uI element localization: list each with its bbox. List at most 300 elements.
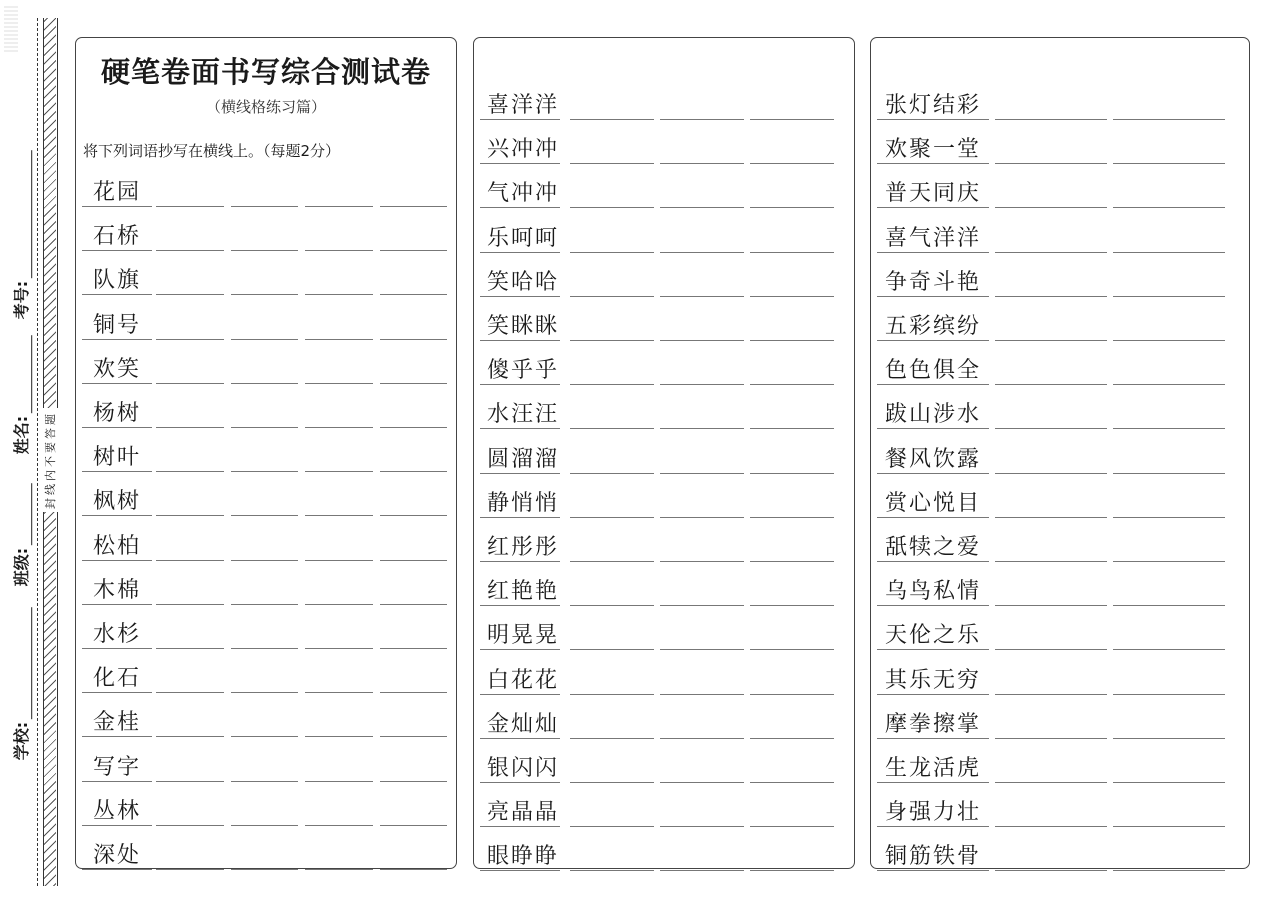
writing-blank[interactable] — [305, 648, 373, 649]
writing-blank[interactable] — [305, 250, 373, 251]
writing-blank[interactable] — [380, 294, 447, 295]
writing-blank[interactable] — [570, 340, 654, 341]
cut-dashed-line — [37, 18, 38, 886]
practice-word: 丛林 — [93, 798, 142, 824]
word-underline — [82, 206, 152, 207]
writing-blank[interactable] — [1113, 649, 1225, 650]
writing-blank[interactable] — [231, 825, 298, 826]
practice-row — [871, 521, 1249, 565]
writing-blank[interactable] — [156, 869, 224, 870]
instruction-text: 将下列词语抄写在横线上。（每题2分） — [83, 142, 341, 160]
writing-blank[interactable] — [660, 119, 744, 120]
class-blank[interactable] — [18, 482, 33, 544]
writing-blank[interactable] — [305, 339, 373, 340]
writing-blank[interactable] — [570, 384, 654, 385]
writing-blank[interactable] — [231, 515, 298, 516]
practice-row — [871, 698, 1249, 742]
writing-blank[interactable] — [750, 649, 834, 650]
writing-blank[interactable] — [995, 340, 1107, 341]
writing-blank[interactable] — [570, 473, 654, 474]
writing-blank[interactable] — [231, 471, 298, 472]
writing-blank[interactable] — [1113, 296, 1225, 297]
binding-strip — [0, 0, 70, 905]
word-underline — [877, 428, 989, 429]
word-underline — [877, 870, 989, 871]
word-underline — [82, 383, 152, 384]
writing-blank[interactable] — [660, 384, 744, 385]
practice-word: 天伦之乐 — [885, 623, 982, 649]
writing-blank[interactable] — [1113, 207, 1225, 208]
word-underline — [480, 163, 560, 164]
writing-blank[interactable] — [995, 384, 1107, 385]
practice-word: 松柏 — [93, 533, 142, 559]
word-underline — [877, 694, 989, 695]
writing-blank[interactable] — [660, 649, 744, 650]
writing-blank[interactable] — [660, 782, 744, 783]
writing-blank[interactable] — [1113, 384, 1225, 385]
writing-blank[interactable] — [995, 782, 1107, 783]
word-underline — [480, 384, 560, 385]
writing-blank[interactable] — [1113, 694, 1225, 695]
writing-blank[interactable] — [156, 825, 224, 826]
practice-row — [871, 388, 1249, 432]
writing-blank[interactable] — [1113, 428, 1225, 429]
practice-row — [871, 477, 1249, 521]
practice-word: 写字 — [93, 754, 142, 780]
word-underline — [480, 252, 560, 253]
practice-row — [474, 256, 854, 300]
writing-blank[interactable] — [231, 736, 298, 737]
writing-blank[interactable] — [995, 163, 1107, 164]
seal-note-text: 封线内不要答题 — [42, 408, 58, 512]
writing-blank[interactable] — [660, 561, 744, 562]
writing-blank[interactable] — [995, 473, 1107, 474]
seal-note — [40, 390, 60, 530]
writing-blank[interactable] — [570, 428, 654, 429]
writing-blank[interactable] — [995, 119, 1107, 120]
practice-word: 杨树 — [93, 401, 142, 426]
writing-blank[interactable] — [1113, 561, 1225, 562]
practice-word: 普天同庆 — [885, 181, 982, 207]
practice-word: 明晃晃 — [487, 623, 560, 649]
practice-word: 静悄悄 — [487, 490, 560, 516]
practice-row — [474, 565, 854, 609]
writing-blank[interactable] — [750, 870, 834, 871]
writing-blank[interactable] — [231, 781, 298, 782]
practice-word: 跋山涉水 — [885, 402, 982, 428]
exam-number-blank[interactable] — [18, 149, 33, 277]
writing-blank[interactable] — [380, 250, 447, 251]
writing-blank[interactable] — [750, 119, 834, 120]
writing-blank[interactable] — [660, 252, 744, 253]
writing-blank[interactable] — [570, 296, 654, 297]
writing-blank[interactable] — [995, 296, 1107, 297]
practice-row — [76, 696, 456, 740]
writing-blank[interactable] — [380, 869, 447, 870]
word-underline — [877, 296, 989, 297]
writing-blank[interactable] — [305, 781, 373, 782]
writing-blank[interactable] — [660, 605, 744, 606]
writing-blank[interactable] — [156, 206, 224, 207]
school-label: 学校: — [12, 721, 32, 760]
practice-row — [474, 786, 854, 830]
page-subtitle: （横线格练习篇） — [205, 98, 326, 116]
writing-blank[interactable] — [570, 649, 654, 650]
writing-blank[interactable] — [305, 825, 373, 826]
writing-blank[interactable] — [231, 383, 298, 384]
writing-blank[interactable] — [1113, 252, 1225, 253]
practice-row — [76, 785, 456, 829]
writing-blank[interactable] — [156, 781, 224, 782]
word-underline — [877, 561, 989, 562]
writing-blank[interactable] — [995, 694, 1107, 695]
word-underline — [877, 119, 989, 120]
practice-word: 木棉 — [93, 577, 142, 603]
practice-row — [871, 609, 1249, 653]
writing-blank[interactable] — [660, 207, 744, 208]
writing-blank[interactable] — [570, 561, 654, 562]
word-underline — [82, 648, 152, 649]
writing-blank[interactable] — [995, 428, 1107, 429]
writing-blank[interactable] — [231, 869, 298, 870]
writing-blank[interactable] — [305, 560, 373, 561]
practice-word: 枫树 — [93, 489, 142, 515]
practice-row — [474, 433, 854, 477]
writing-blank[interactable] — [380, 604, 447, 605]
writing-blank[interactable] — [156, 383, 224, 384]
school-blank[interactable] — [18, 606, 33, 718]
writing-blank[interactable] — [380, 692, 447, 693]
practice-row — [474, 477, 854, 521]
writing-blank[interactable] — [305, 383, 373, 384]
word-underline — [480, 870, 560, 871]
word-underline — [877, 340, 989, 341]
writing-blank[interactable] — [380, 781, 447, 782]
writing-blank[interactable] — [750, 561, 834, 562]
writing-blank[interactable] — [156, 692, 224, 693]
writing-blank[interactable] — [1113, 826, 1225, 827]
writing-blank[interactable] — [660, 296, 744, 297]
class-label: 班级: — [12, 547, 32, 586]
practice-word: 红艳艳 — [487, 579, 560, 605]
writing-blank[interactable] — [1113, 473, 1225, 474]
writing-blank[interactable] — [305, 206, 373, 207]
writing-blank[interactable] — [570, 119, 654, 120]
writing-blank[interactable] — [380, 560, 447, 561]
writing-blank[interactable] — [660, 340, 744, 341]
word-underline — [877, 605, 989, 606]
word-underline — [480, 207, 560, 208]
writing-blank[interactable] — [380, 471, 447, 472]
word-underline — [82, 294, 152, 295]
writing-blank[interactable] — [570, 694, 654, 695]
writing-blank[interactable] — [1113, 870, 1225, 871]
writing-blank[interactable] — [995, 870, 1107, 871]
school-field[interactable] — [6, 598, 36, 768]
writing-blank[interactable] — [231, 250, 298, 251]
writing-blank[interactable] — [380, 515, 447, 516]
writing-blank[interactable] — [570, 605, 654, 606]
practice-word: 水汪汪 — [487, 402, 560, 428]
practice-row — [76, 343, 456, 387]
writing-blank[interactable] — [570, 738, 654, 739]
writing-blank[interactable] — [995, 826, 1107, 827]
class-field[interactable] — [6, 478, 36, 590]
writing-blank[interactable] — [660, 826, 744, 827]
practice-word: 张灯结彩 — [885, 93, 982, 118]
practice-row — [474, 212, 854, 256]
writing-blank[interactable] — [570, 207, 654, 208]
practice-row — [871, 256, 1249, 300]
writing-blank[interactable] — [995, 649, 1107, 650]
word-underline — [82, 781, 152, 782]
practice-row — [474, 830, 854, 874]
writing-blank[interactable] — [1113, 163, 1225, 164]
writing-blank[interactable] — [570, 782, 654, 783]
writing-blank[interactable] — [231, 339, 298, 340]
writing-blank[interactable] — [750, 296, 834, 297]
writing-blank[interactable] — [750, 517, 834, 518]
writing-blank[interactable] — [380, 206, 447, 207]
writing-blank[interactable] — [305, 471, 373, 472]
practice-word: 乐呵呵 — [487, 225, 560, 251]
practice-row — [474, 742, 854, 786]
writing-blank[interactable] — [231, 427, 298, 428]
word-underline — [480, 119, 560, 120]
writing-blank[interactable] — [750, 738, 834, 739]
writing-blank[interactable] — [750, 605, 834, 606]
writing-blank[interactable] — [380, 427, 447, 428]
writing-blank[interactable] — [156, 250, 224, 251]
practice-row — [76, 254, 456, 298]
word-underline — [480, 428, 560, 429]
name-field[interactable] — [6, 330, 36, 458]
word-underline — [877, 826, 989, 827]
practice-word: 深处 — [93, 843, 142, 868]
word-underline — [877, 649, 989, 650]
writing-blank[interactable] — [750, 826, 834, 827]
writing-blank[interactable] — [660, 473, 744, 474]
practice-row — [871, 344, 1249, 388]
word-underline — [877, 384, 989, 385]
writing-blank[interactable] — [570, 252, 654, 253]
practice-word: 石桥 — [93, 224, 142, 250]
writing-blank[interactable] — [380, 825, 447, 826]
practice-row — [76, 299, 456, 343]
writing-blank[interactable] — [750, 340, 834, 341]
practice-row — [871, 123, 1249, 167]
writing-blank[interactable] — [995, 605, 1107, 606]
practice-row — [474, 167, 854, 211]
writing-blank[interactable] — [750, 473, 834, 474]
word-underline — [480, 340, 560, 341]
word-underline — [82, 560, 152, 561]
panel-left — [75, 37, 457, 869]
practice-word: 银闪闪 — [487, 756, 560, 781]
word-underline — [82, 869, 152, 870]
writing-blank[interactable] — [1113, 738, 1225, 739]
practice-row — [474, 698, 854, 742]
writing-blank[interactable] — [750, 207, 834, 208]
word-underline — [480, 826, 560, 827]
writing-blank[interactable] — [156, 736, 224, 737]
writing-blank[interactable] — [995, 252, 1107, 253]
writing-blank[interactable] — [305, 736, 373, 737]
practice-word: 金灿灿 — [487, 711, 560, 737]
writing-blank[interactable] — [995, 517, 1107, 518]
writing-blank[interactable] — [660, 694, 744, 695]
writing-blank[interactable] — [305, 294, 373, 295]
writing-blank[interactable] — [660, 517, 744, 518]
word-underline — [877, 782, 989, 783]
practice-row — [871, 433, 1249, 477]
writing-blank[interactable] — [995, 561, 1107, 562]
word-underline — [82, 692, 152, 693]
name-label: 姓名: — [12, 415, 32, 454]
practice-word: 笑眯眯 — [487, 314, 560, 339]
writing-blank[interactable] — [156, 471, 224, 472]
word-underline — [480, 782, 560, 783]
writing-blank[interactable] — [156, 515, 224, 516]
word-underline — [480, 296, 560, 297]
practice-word: 圆溜溜 — [487, 446, 560, 472]
practice-word: 喜气洋洋 — [885, 225, 982, 251]
writing-blank[interactable] — [305, 604, 373, 605]
writing-blank[interactable] — [660, 738, 744, 739]
practice-row — [76, 387, 456, 431]
practice-word: 水杉 — [93, 622, 142, 647]
practice-row — [871, 830, 1249, 874]
writing-blank[interactable] — [570, 826, 654, 827]
word-underline — [877, 163, 989, 164]
corner-mark — [4, 6, 18, 52]
word-underline — [877, 207, 989, 208]
practice-word: 其乐无穷 — [885, 667, 982, 693]
practice-word: 色色俱全 — [885, 358, 982, 384]
panel-right — [870, 37, 1250, 869]
writing-blank[interactable] — [156, 604, 224, 605]
practice-word: 欢笑 — [93, 356, 142, 382]
practice-row — [871, 786, 1249, 830]
practice-row — [474, 388, 854, 432]
panel-middle — [473, 37, 855, 869]
practice-row — [871, 167, 1249, 211]
writing-blank[interactable] — [660, 163, 744, 164]
writing-blank[interactable] — [156, 339, 224, 340]
writing-blank[interactable] — [231, 206, 298, 207]
practice-word: 争奇斗艳 — [885, 269, 982, 295]
writing-blank[interactable] — [231, 692, 298, 693]
practice-row — [76, 564, 456, 608]
practice-word: 舐犊之爱 — [885, 535, 982, 560]
word-underline — [82, 604, 152, 605]
writing-blank[interactable] — [750, 428, 834, 429]
word-underline — [82, 471, 152, 472]
writing-blank[interactable] — [570, 163, 654, 164]
practice-word: 生龙活虎 — [885, 756, 982, 781]
writing-blank[interactable] — [380, 648, 447, 649]
writing-blank[interactable] — [660, 428, 744, 429]
word-underline — [82, 427, 152, 428]
practice-row — [474, 654, 854, 698]
practice-word: 餐风饮露 — [885, 446, 982, 472]
practice-word: 摩拳擦掌 — [885, 711, 982, 737]
word-underline — [480, 605, 560, 606]
writing-blank[interactable] — [305, 692, 373, 693]
writing-blank[interactable] — [231, 604, 298, 605]
word-underline — [480, 694, 560, 695]
writing-blank[interactable] — [231, 648, 298, 649]
practice-word: 队旗 — [93, 268, 142, 294]
writing-blank[interactable] — [156, 294, 224, 295]
practice-row — [474, 123, 854, 167]
practice-row — [76, 652, 456, 696]
practice-row — [474, 521, 854, 565]
writing-blank[interactable] — [995, 738, 1107, 739]
practice-word: 红彤彤 — [487, 535, 560, 560]
writing-blank[interactable] — [570, 870, 654, 871]
name-blank[interactable] — [18, 334, 33, 412]
writing-blank[interactable] — [570, 517, 654, 518]
writing-blank[interactable] — [231, 294, 298, 295]
practice-word: 傻乎乎 — [487, 358, 560, 384]
practice-word: 喜洋洋 — [487, 93, 560, 118]
word-underline — [82, 736, 152, 737]
writing-blank[interactable] — [750, 384, 834, 385]
practice-word: 乌鸟私情 — [885, 579, 982, 605]
writing-blank[interactable] — [305, 515, 373, 516]
writing-blank[interactable] — [156, 427, 224, 428]
writing-blank[interactable] — [156, 648, 224, 649]
writing-blank[interactable] — [750, 252, 834, 253]
practice-row — [76, 166, 456, 210]
writing-blank[interactable] — [305, 869, 373, 870]
practice-word: 笑哈哈 — [487, 269, 560, 295]
practice-row — [76, 431, 456, 475]
writing-blank[interactable] — [750, 694, 834, 695]
word-underline — [82, 250, 152, 251]
writing-blank[interactable] — [1113, 517, 1225, 518]
practice-row — [474, 609, 854, 653]
writing-blank[interactable] — [231, 560, 298, 561]
writing-blank[interactable] — [380, 383, 447, 384]
practice-row — [474, 79, 854, 123]
exam-number-field[interactable] — [6, 145, 36, 323]
word-underline — [82, 825, 152, 826]
practice-row — [76, 210, 456, 254]
writing-blank[interactable] — [156, 560, 224, 561]
practice-word: 五彩缤纷 — [885, 314, 982, 339]
word-underline — [877, 738, 989, 739]
word-underline — [877, 473, 989, 474]
writing-blank[interactable] — [1113, 605, 1225, 606]
writing-blank[interactable] — [750, 782, 834, 783]
practice-row — [76, 608, 456, 652]
writing-blank[interactable] — [995, 207, 1107, 208]
writing-blank[interactable] — [305, 427, 373, 428]
writing-blank[interactable] — [1113, 782, 1225, 783]
word-underline — [877, 252, 989, 253]
word-underline — [480, 517, 560, 518]
writing-blank[interactable] — [750, 163, 834, 164]
writing-blank[interactable] — [380, 339, 447, 340]
writing-blank[interactable] — [380, 736, 447, 737]
writing-blank[interactable] — [1113, 340, 1225, 341]
practice-word: 身强力壮 — [885, 800, 982, 826]
writing-blank[interactable] — [660, 870, 744, 871]
writing-blank[interactable] — [1113, 119, 1225, 120]
exam-number-label: 考号: — [12, 280, 32, 319]
